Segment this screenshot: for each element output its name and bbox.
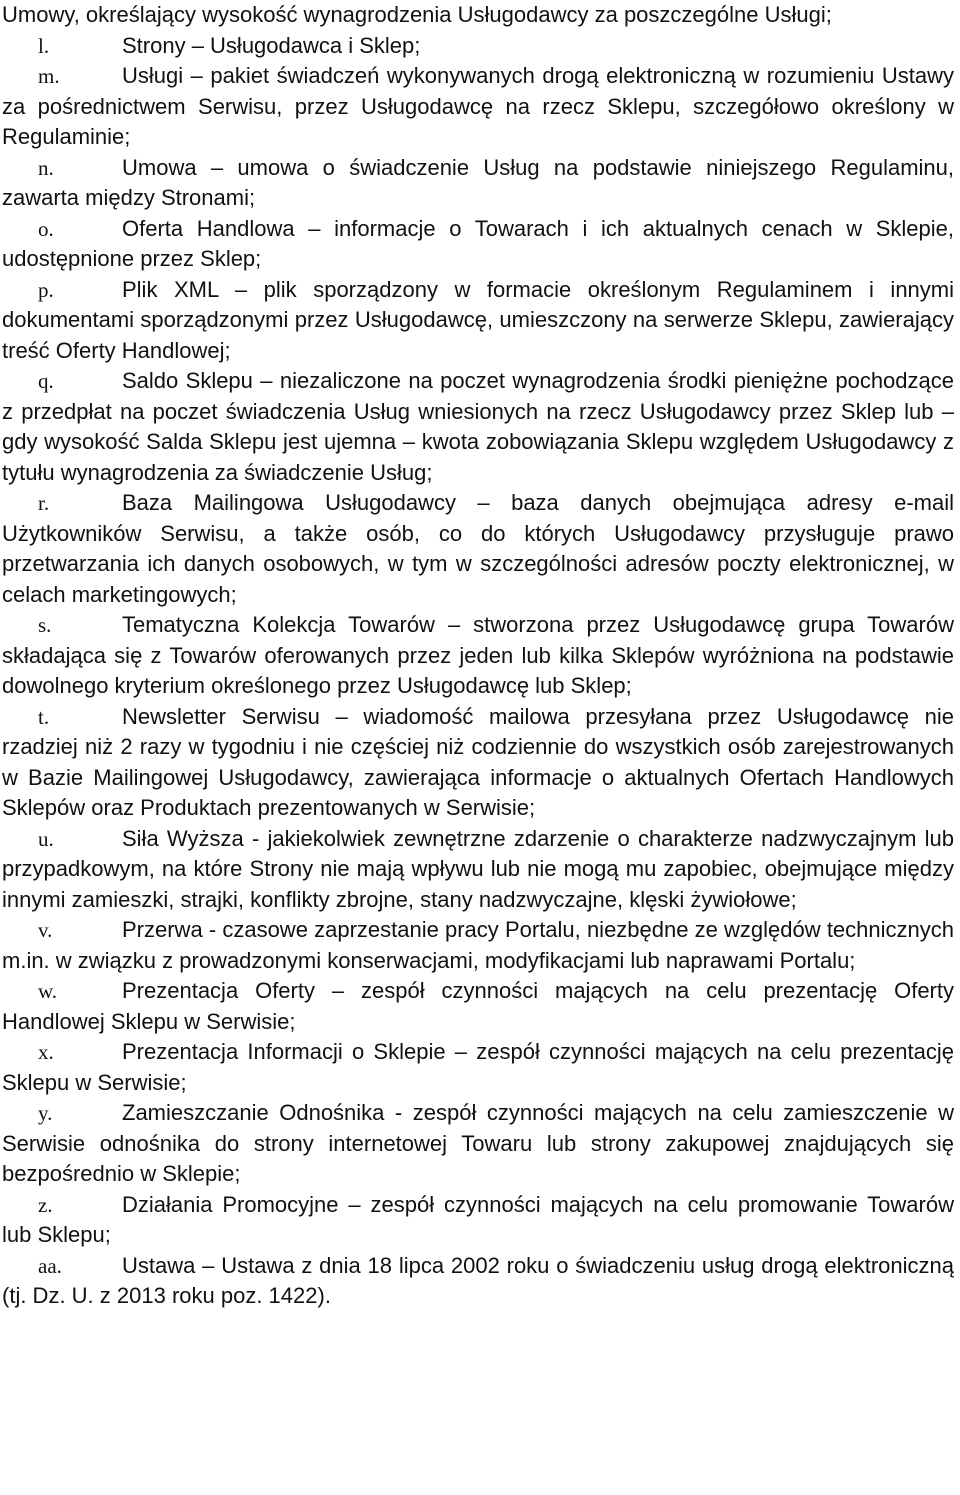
definition-text: Plik XML – plik sporządzony w formacie określonym Regulaminem i innymi dokumentami sporządzonymi przez Usługodawcę, umieszczony na serwerze Sklepu, zawierający treść Oferty Handlowej; (2, 276, 954, 363)
definition-item (2, 1190, 954, 1251)
item-letter: w. (38, 979, 58, 1003)
definition-item (2, 1251, 954, 1312)
definition-text: Przerwa - czasowe zaprzestanie pracy Portalu, niezbędne ze względów technicznych m.in. w związku z prowadzonymi konserwacjami, modyfikacjami lub naprawami Portalu; (2, 917, 954, 973)
definition-text: Newsletter Serwisu – wiadomość mailowa przesyłana przez Usługodawcę nie rzadziej niż 2 razy w tygodniu i nie częściej niż codziennie do wszystkich osób zarejestrowanych w Bazie Mailingowej Usługodawcy, zawierająca informacje o aktualnych Ofertach Handlowych Sklepów oraz Produktach prezentowanych w Serwisie; (2, 703, 954, 820)
document-body (2, 0, 954, 1312)
definition-item (2, 488, 954, 610)
definition-text: Oferta Handlowa – informacje o Towarach i ich aktualnych cenach w Sklepie, udostępnione przez Sklep; (2, 215, 954, 271)
item-letter: m. (38, 64, 60, 88)
item-letter: y. (38, 1101, 53, 1125)
definition-item (2, 976, 954, 1037)
definition-item (2, 824, 954, 916)
definition-item (2, 61, 954, 153)
definition-item (2, 275, 954, 367)
definition-text: Saldo Sklepu – niezaliczone na poczet wynagrodzenia środki pieniężne pochodzące z przedpłat na poczet świadczenia Usług wniesionych na rzecz Usługodawcy przez Sklep lub – gdy wysokość Salda Sklepu jest ujemna – kwota zobowiązania Sklepu względem Usługodawcy z tytułu wynagrodzenia za świadczenie Usług; (2, 368, 954, 485)
definition-item (2, 610, 954, 702)
item-letter: x. (38, 1040, 54, 1064)
item-letter: p. (38, 277, 54, 302)
item-letter: o. (38, 216, 54, 241)
item-letter: u. (38, 826, 54, 851)
definition-item (2, 1098, 954, 1190)
definition-item (2, 915, 954, 976)
definition-item (2, 366, 954, 488)
item-letter: q. (38, 369, 54, 393)
item-letter: n. (38, 155, 54, 180)
definition-text: Umowy, określający wysokość wynagrodzenia Usługodawcy za poszczególne Usługi; (2, 2, 832, 27)
item-letter: v. (38, 918, 53, 942)
item-letter: t. (38, 704, 50, 729)
definition-text: Strony – Usługodawca i Sklep; (122, 32, 421, 58)
definition-text: Prezentacja Informacji o Sklepie – zespół czynności mających na celu prezentację Sklepu w Serwisie; (2, 1039, 954, 1095)
definition-item (2, 214, 954, 275)
definition-text: Zamieszczanie Odnośnika - zespół czynności mających na celu zamieszczenie w Serwisie odnośnika do strony internetowej Towaru lub strony zakupowej znajdujących się bezpośrednio w Sklepie; (2, 1100, 954, 1186)
item-letter: r. (38, 491, 50, 515)
item-letter: l. (38, 33, 50, 58)
definition-text: Baza Mailingowa Usługodawcy – baza danych obejmująca adresy e-mail Użytkowników Serwisu, a także osób, co do których Usługodawcy przysługuje prawo przetwarzania ich danych osobowych, w tym w szczególności adresów poczty elektronicznej, w celach marketingowych; (2, 490, 954, 607)
definition-item (2, 1037, 954, 1098)
definition-text: Usługi – pakiet świadczeń wykonywanych drogą elektroniczną w rozumieniu Ustawy za pośrednictwem Serwisu, przez Usługodawcę na rzecz Sklepu, szczegółowo określony w Regulaminie; (2, 63, 954, 149)
definition-text: Tematyczna Kolekcja Towarów – stworzona przez Usługodawcę grupa Towarów składająca się z Towarów oferowanych przez jeden lub kilka Sklepów wyróżniona na podstawie dowolnego kryterium określonego przez Usługodawcę lub Sklep; (2, 612, 954, 698)
item-letter: z. (38, 1192, 53, 1217)
definition-text: Ustawa – Ustawa z dnia 18 lipca 2002 roku o świadczeniu usług drogą elektroniczną (tj. Dz. U. z 2013 roku poz. 1422). (2, 1252, 954, 1308)
definition-item (2, 153, 954, 214)
definition-text: Prezentacja Oferty – zespół czynności mających na celu prezentację Oferty Handlowej Sklepu w Serwisie; (2, 978, 954, 1034)
definition-text: Siła Wyższa - jakiekolwiek zewnętrzne zdarzenie o charakterze nadzwyczajnym lub przypadkowym, na które Strony nie mają wpływu lub nie mogą mu zapobiec, obejmujące między innymi zamieszki, strajki, konflikty zbrojne, stany nadzwyczajne, klęski żywiołowe; (2, 825, 954, 912)
definition-item (2, 31, 954, 62)
definition-text: Umowa – umowa o świadczenie Usług na podstawie niniejszego Regulaminu, zawarta między Stronami; (2, 154, 954, 210)
item-letter: s. (38, 613, 52, 637)
definition-item (2, 0, 954, 31)
item-letter: aa. (38, 1253, 62, 1278)
definition-text: Działania Promocyjne – zespół czynności mających na celu promowanie Towarów lub Sklepu; (2, 1191, 954, 1247)
definition-item (2, 702, 954, 824)
